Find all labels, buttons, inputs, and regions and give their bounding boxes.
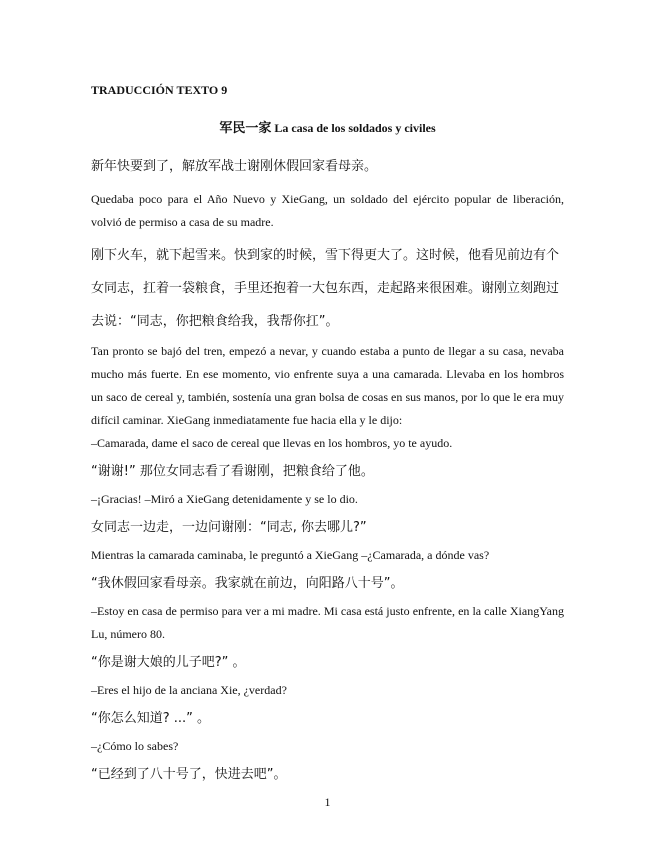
spanish-paragraph: –Eres el hijo de la anciana Xie, ¿verdad? xyxy=(91,683,287,697)
spanish-paragraph: Tan pronto se bajó del tren, empezó a nevar, y cuando estaba a punto de llegar a su casa, nevaba mucho más fuerte. En ese momento, vio enfrente suya a una camarada. Llevaba en los hombros un saco de cereal y, también, sostenía una gran bolsa de cosas en sus manos, por lo que le era muy difícil caminar. XieGang inmediatamente fue hacia ella y le dijo: xyxy=(91,344,564,427)
document-subtitle xyxy=(0,117,655,136)
chinese-line: 新年快要到了，解放军战士谢刚休假回家看母亲。 xyxy=(91,159,378,174)
subtitle-chinese: 军民一家 xyxy=(219,121,272,136)
chinese-line: 刚下火车，就下起雪来。快到家的时候，雪下得更大了。这时候，他看见前边有个 xyxy=(91,248,560,263)
document-heading: TRADUCCIÓN TEXTO 9 xyxy=(91,83,228,97)
spanish-paragraph: –¡Gracias! –Miró a XieGang detenidamente y se lo dio. xyxy=(91,492,358,506)
chinese-line: “你是谢大娘的儿子吧?” 。 xyxy=(91,655,246,670)
chinese-line: “我休假回家看母亲。我家就在前边，向阳路八十号”。 xyxy=(91,576,404,591)
spanish-paragraph: –¿Cómo lo sabes? xyxy=(91,739,179,753)
document-body xyxy=(91,150,564,791)
page-number: 1 xyxy=(324,795,331,809)
chinese-line: 去说：“同志，你把粮食给我，我帮你扛”。 xyxy=(91,314,339,329)
spanish-paragraph: Mientras la camarada caminaba, le preguntó a XieGang –¿Camarada, a dónde vas? xyxy=(91,548,490,562)
chinese-line: “谢谢!” 那位女同志看了看谢刚，把粮食给了他。 xyxy=(91,464,374,479)
chinese-line: “你怎么知道? ...” 。 xyxy=(91,711,211,726)
spanish-paragraph: –Camarada, dame el saco de cereal que llevas en los hombros, yo te ayudo. xyxy=(91,436,453,450)
chinese-line: 女同志一边走，一边问谢刚：“同志, 你去哪儿?” xyxy=(91,520,367,535)
spanish-paragraph: Quedaba poco para el Año Nuevo y XieGang, un soldado del ejército popular de liberación, volvió de permiso a casa de su madre. xyxy=(91,192,564,229)
subtitle-spanish: La casa de los soldados y civiles xyxy=(274,121,436,135)
chinese-line: 女同志，扛着一袋粮食，手里还抱着一大包东西，走起路来很困难。谢刚立刻跑过 xyxy=(91,281,560,296)
spanish-paragraph: –Estoy en casa de permiso para ver a mi madre. Mi casa está justo enfrente, en la calle XiangYang Lu, número 80. xyxy=(91,604,564,641)
chinese-line: “已经到了八十号了，快进去吧”。 xyxy=(91,767,287,782)
